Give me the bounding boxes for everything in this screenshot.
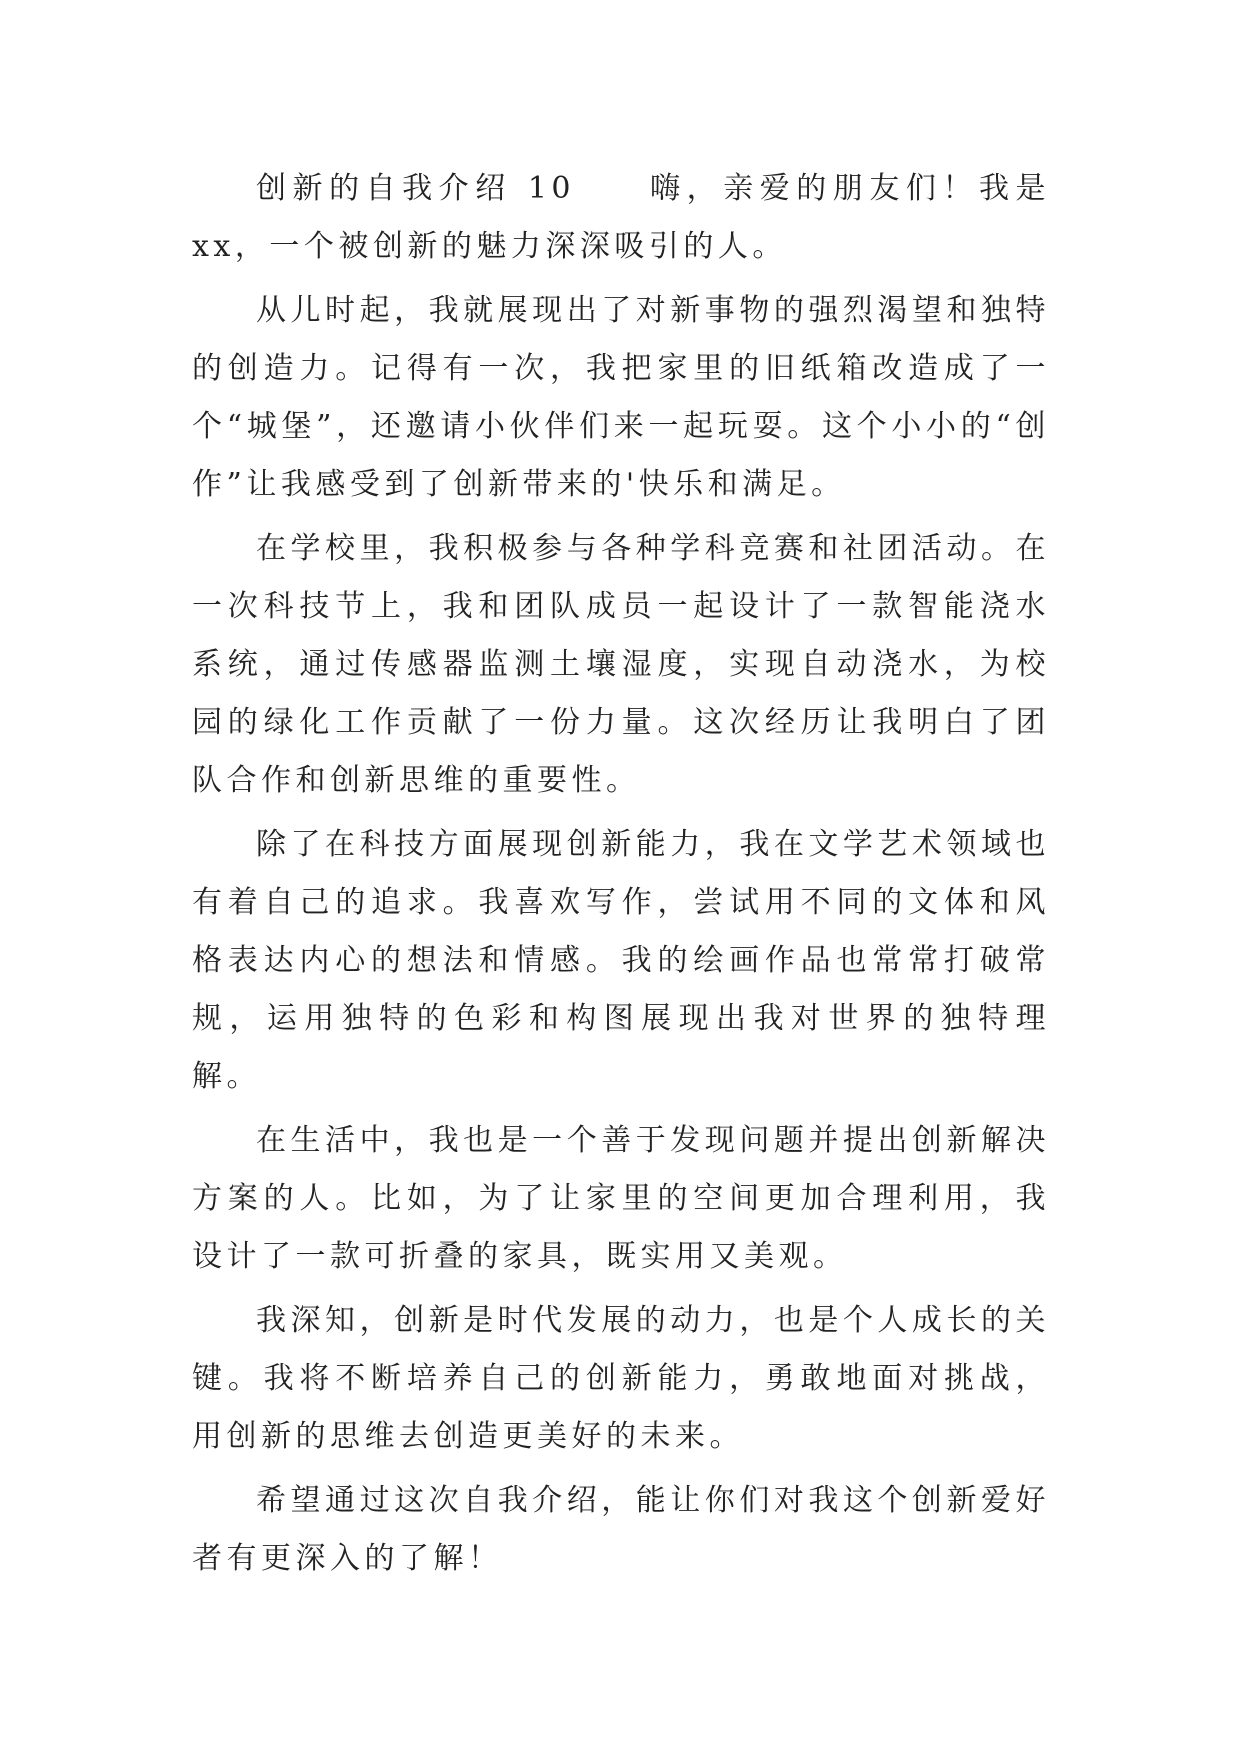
paragraph-intro: 创新的自我介绍 10 嗨，亲爱的朋友们！我是 xx，一个被创新的魅力深深吸引的人。 [192, 171, 1050, 264]
paragraph-school: 在学校里，我积极参与各种学科竞赛和社团活动。在一次科技节上，我和团队成员一起设计了一款智能浇水系统，通过传感器监测土壤湿度，实现自动浇水，为校园的绿化工作贡献了一份力量。这次经历让我明白了团队合作和创新思维的重要性。 [192, 531, 1050, 798]
paragraph-closing: 希望通过这次自我介绍，能让你们对我这个创新爱好者有更深入的了解！ [192, 1483, 1050, 1576]
paragraph-life: 在生活中，我也是一个善于发现问题并提出创新解决方案的人。比如，为了让家里的空间更加合理利用，我设计了一款可折叠的家具，既实用又美观。 [192, 1123, 1050, 1274]
document-body [192, 160, 1050, 1594]
paragraph-arts: 除了在科技方面展现创新能力，我在文学艺术领域也有着自己的追求。我喜欢写作，尝试用不同的文体和风格表达内心的想法和情感。我的绘画作品也常常打破常规，运用独特的色彩和构图展现出我对世界的独特理解。 [192, 827, 1050, 1094]
paragraph-childhood: 从儿时起，我就展现出了对新事物的强烈渴望和独特的创造力。记得有一次，我把家里的旧纸箱改造成了一个“城堡”，还邀请小伙伴们来一起玩耍。这个小小的“创作”让我感受到了创新带来的'快乐和满足。 [192, 293, 1050, 502]
paragraph-belief: 我深知，创新是时代发展的动力，也是个人成长的关键。我将不断培养自己的创新能力，勇敢地面对挑战，用创新的思维去创造更美好的未来。 [192, 1303, 1050, 1454]
